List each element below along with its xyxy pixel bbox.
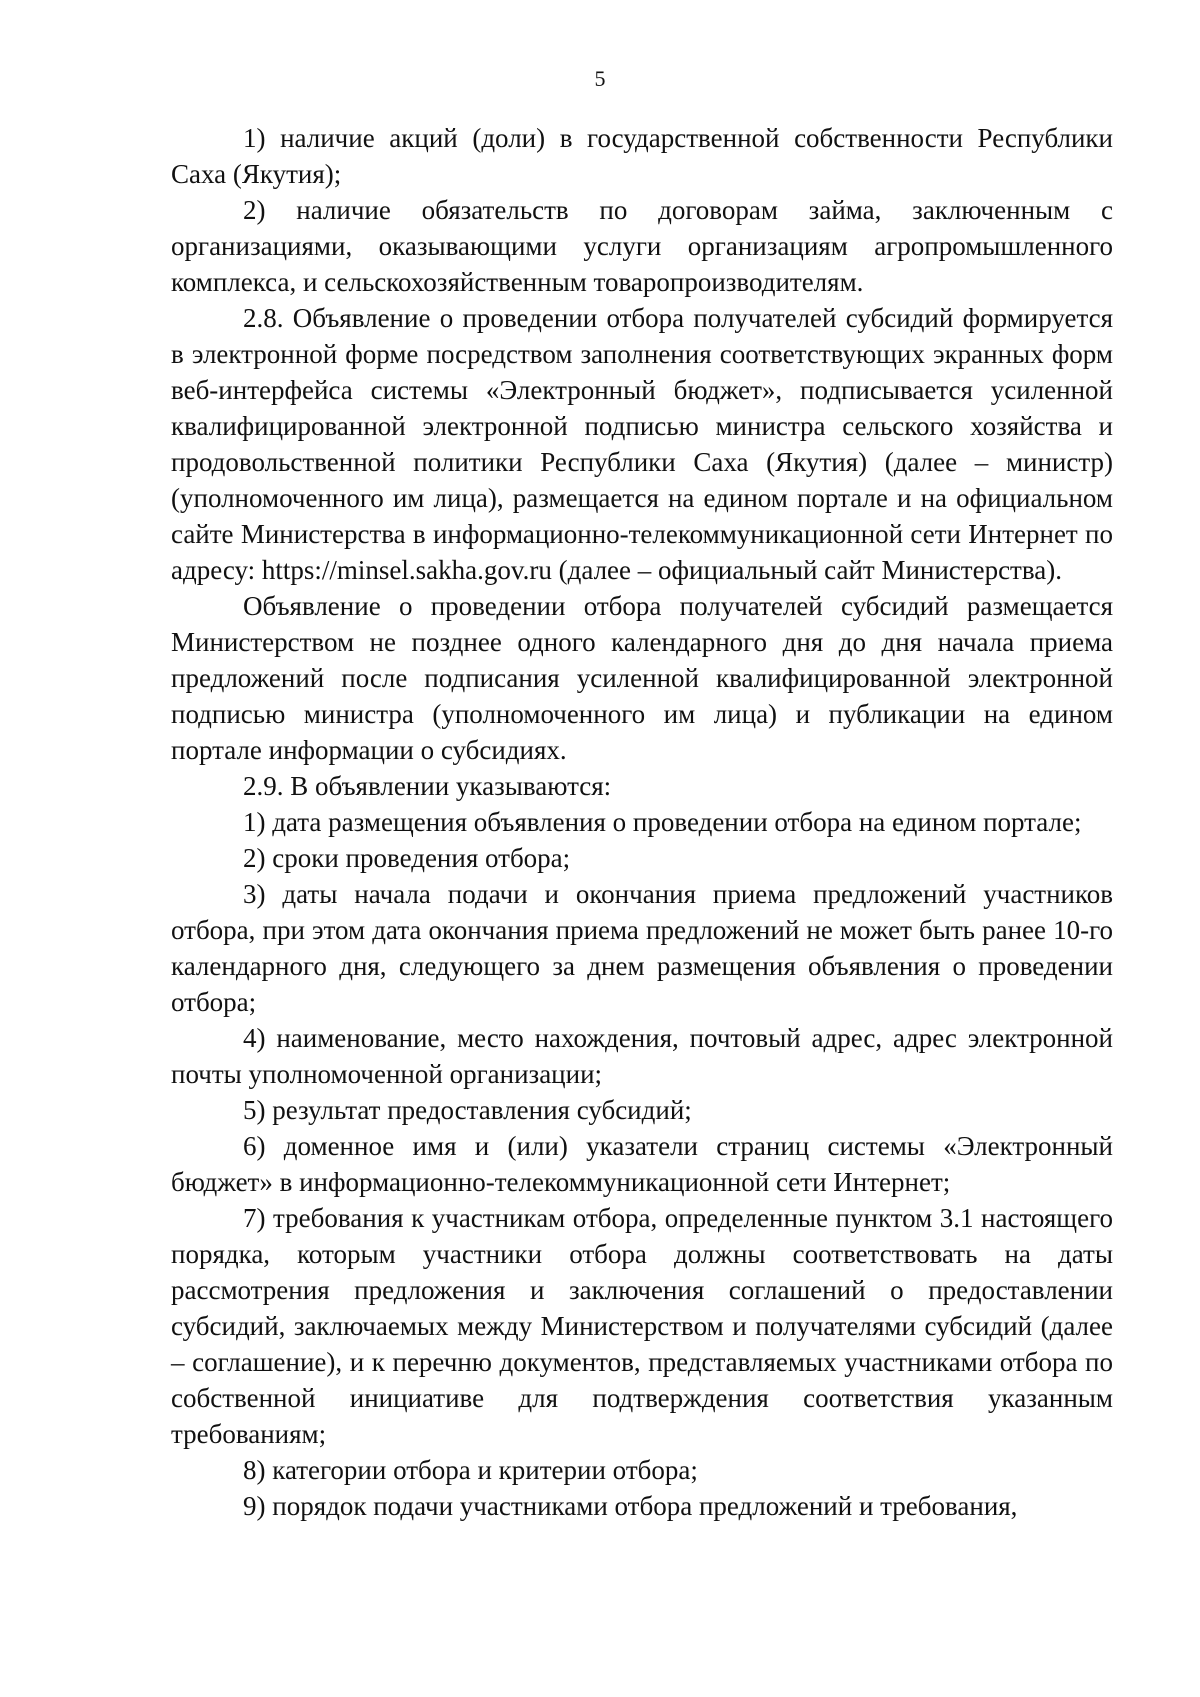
paragraph-13: 8) категории отбора и критерии отбора;: [243, 1455, 698, 1485]
paragraph-7: 2) сроки проведения отбора;: [243, 843, 571, 873]
paragraph-1: 1) наличие акций (доли) в государственной собственности Республики Саха (Якутия);: [171, 123, 1113, 189]
paragraph-2: 2) наличие обязательств по договорам займа, заключенным с организациями, оказывающими услуги организациям агропромышленного комплекса, и сельскохозяйственным товаропроизводителям.: [171, 195, 1113, 297]
paragraph-8: 3) даты начала подачи и окончания приема предложений участников отбора, при этом дата окончания приема предложений не может быть ранее 10-го календарного дня, следующего за днем размещения объявления о проведении отбора;: [171, 879, 1113, 1017]
paragraph-4: Объявление о проведении отбора получателей субсидий размещается Министерством не позднее одного календарного дня до дня начала приема предложений после подписания усиленной квалифицированной электронной подписью министра (уполномоченного им лица) и публикации на едином портале информации о субсидиях.: [171, 591, 1113, 765]
paragraph-12: 7) требования к участникам отбора, определенные пунктом 3.1 настоящего порядка, которым участники отбора должны соответствовать на даты рассмотрения предложения и заключения соглашений о предоставлении субсидий, заключаемых между Министерством и получателями субсидий (далее – соглашение), и к перечню документов, представляемых участниками отбора по собственной инициативе для подтверждения соответствия указанным требованиям;: [171, 1203, 1113, 1449]
page-number: 5: [594, 66, 606, 91]
paragraph-5: 2.9. В объявлении указываются:: [243, 771, 612, 801]
paragraph-3: 2.8. Объявление о проведении отбора получателей субсидий формируется в электронной форме посредством заполнения соответствующих экранных форм веб-интерфейса системы «Электронный бюджет», подписывается усиленной квалифицированной электронной подписью министра сельского хозяйства и продовольственной политики Республики Саха (Якутия) (далее – министр) (уполномоченного им лица), размещается на едином портале и на официальном сайте Министерства в информационно-телекоммуникационной сети Интернет по адресу: https://minsel.sakha.gov.ru (далее – официальный сайт Министерства).: [171, 303, 1113, 585]
paragraph-11: 6) доменное имя и (или) указатели страниц системы «Электронный бюджет» в информационно-телекоммуникационной сети Интернет;: [171, 1131, 1113, 1197]
paragraph-14: 9) порядок подачи участниками отбора предложений и требования,: [243, 1491, 1018, 1521]
paragraph-9: 4) наименование, место нахождения, почтовый адрес, адрес электронной почты уполномоченной организации;: [171, 1023, 1113, 1089]
paragraph-6: 1) дата размещения объявления о проведении отбора на едином портале;: [243, 807, 1082, 837]
document-body: [171, 120, 1113, 1524]
paragraph-10: 5) результат предоставления субсидий;: [243, 1095, 692, 1125]
